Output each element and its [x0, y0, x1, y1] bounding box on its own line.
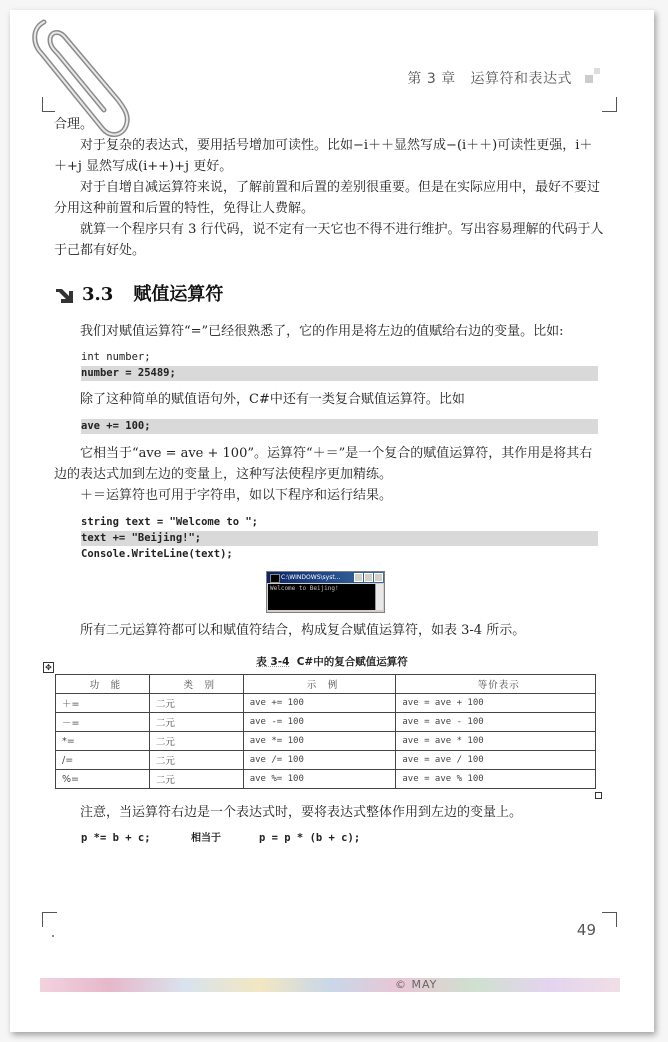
table-row	[56, 732, 596, 751]
table-cell: *=	[56, 732, 150, 751]
table-header-row	[56, 675, 596, 694]
code-line: text += "Beijing!";	[81, 531, 598, 546]
crop-mark	[602, 912, 617, 927]
table-row	[56, 694, 596, 713]
header-title: 运算符和表达式	[470, 71, 573, 87]
copyright-stamp: © MAY	[395, 978, 438, 991]
table-cell: ave += 100	[243, 694, 396, 713]
table-cell: ＋=	[56, 694, 150, 713]
table-cell: 二元	[149, 713, 243, 732]
code-line: p *= b + c;	[81, 832, 151, 844]
console-icon	[270, 574, 280, 583]
code-line: p = p * (b + c);	[259, 832, 361, 844]
table-cell: ave = ave / 100	[396, 751, 596, 770]
paragraph: 它相当于“ave = ave + 100”。运算符“＋＝”是一个复合的赋值运算符，其作用是将其右边的表达式加到左边的变量上，这种写法使程序更加精练。	[54, 446, 593, 482]
table-caption-label: 表 3-4	[256, 656, 290, 668]
table-cell: 二元	[149, 694, 243, 713]
paragraph: 我们对赋值运算符“=”已经很熟悉了，它的作用是将左边的值赋给右边的变量。比如:	[80, 324, 564, 339]
page-dot	[52, 935, 54, 937]
table-cell: %=	[56, 770, 150, 789]
code-line: ave += 100;	[81, 419, 598, 434]
crop-mark	[42, 912, 57, 927]
decorative-border-image	[40, 978, 620, 992]
table-row	[56, 751, 596, 770]
arrow-icon	[54, 286, 74, 304]
book-page	[10, 10, 654, 1032]
table-resize-handle[interactable]	[595, 792, 602, 799]
crop-mark	[42, 97, 55, 112]
paragraph: 对于复杂的表达式，要用括号增加可读性。比如−i＋＋显然写成−(i＋＋)可读性更强，i＋＋+j 显然写成(i++)+j 更好。	[54, 138, 593, 174]
table-cell: ave -= 100	[243, 713, 396, 732]
crop-mark	[602, 97, 617, 112]
header-square-icon	[585, 75, 593, 83]
table-header-cell: 等价表示	[396, 675, 596, 694]
table-cell: ave = ave % 100	[396, 770, 596, 789]
table-cell: ave /= 100	[243, 751, 396, 770]
table-caption-text: C#中的复合赋值运算符	[296, 656, 408, 668]
running-header	[407, 68, 600, 88]
table-cell: 二元	[149, 770, 243, 789]
section-heading	[54, 280, 223, 306]
table-cell: ave = ave - 100	[396, 713, 596, 732]
table-cell: ave %= 100	[243, 770, 396, 789]
console-title: C:\WINDOWS\syst...	[281, 574, 341, 581]
header-chapter: 第 3 章	[407, 71, 456, 87]
table-header-cell: 类 别	[149, 675, 243, 694]
maximize-icon	[364, 573, 373, 582]
page-number: 49	[576, 921, 596, 939]
code-line: int number;	[81, 351, 151, 363]
paragraph: 除了这种简单的赋值语句外，C#中还有一类复合赋值运算符。比如	[80, 392, 465, 407]
section-number: 3.3	[82, 284, 114, 305]
table-move-handle-icon[interactable]: ✥	[43, 662, 54, 673]
table-caption	[10, 654, 654, 669]
table-cell: 二元	[149, 751, 243, 770]
header-square-icon	[594, 68, 600, 74]
compound-assignment-table	[55, 674, 596, 789]
console-window-screenshot	[266, 571, 385, 613]
paragraph: 注意，当运算符右边是一个表达式时，要将表达式整体作用到左边的变量上。	[80, 805, 523, 820]
code-line: string text = "Welcome to ";	[81, 516, 259, 528]
paragraph: 所有二元运算符都可以和赋值符结合，构成复合赋值运算符，如表 3-4 所示。	[80, 623, 526, 638]
close-icon	[374, 573, 383, 582]
console-scrollbar	[375, 584, 383, 610]
code-line: number = 25489;	[81, 366, 598, 381]
paragraph: 对于自增自减运算符来说，了解前置和后置的差别很重要。但是在实际应用中，最好不要过分用这种前置和后置的特性，免得让人费解。	[54, 180, 601, 216]
minimize-icon	[354, 573, 363, 582]
table-cell: ave = ave * 100	[396, 732, 596, 751]
table-row	[56, 770, 596, 789]
table-cell: －=	[56, 713, 150, 732]
table-cell: ave = ave + 100	[396, 694, 596, 713]
paragraph: 合理。	[54, 117, 94, 132]
table-header-cell: 功 能	[56, 675, 150, 694]
section-title: 赋值运算符	[133, 284, 224, 305]
code-comment: 相当于	[191, 833, 221, 844]
console-title-bar	[267, 572, 384, 583]
code-line: Console.WriteLine(text);	[81, 548, 233, 560]
table-cell: /=	[56, 751, 150, 770]
table-cell: 二元	[149, 732, 243, 751]
console-output: Welcome to Beijing!	[268, 584, 376, 610]
paragraph: ＋＝运算符也可用于字符串，如以下程序和运行结果。	[80, 488, 393, 503]
table-cell: ave *= 100	[243, 732, 396, 751]
table-row	[56, 713, 596, 732]
table-header-cell: 示 例	[243, 675, 396, 694]
paragraph: 就算一个程序只有 3 行代码，说不定有一天它也不得不进行维护。写出容易理解的代码于人于己都有好处。	[54, 222, 604, 258]
